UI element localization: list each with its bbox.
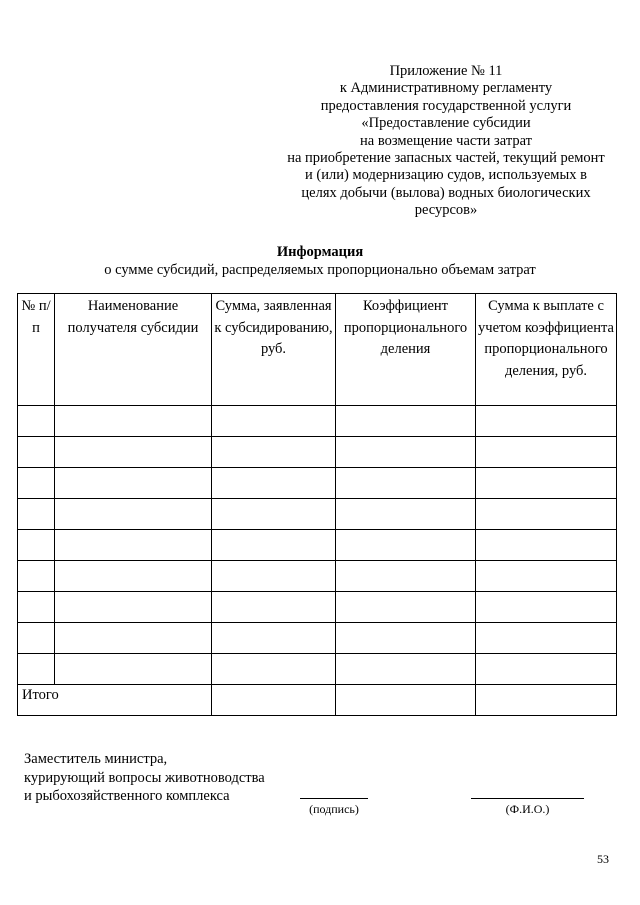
table-cell [18, 561, 55, 592]
document-title: Информация [276, 244, 364, 260]
column-header-claimed-amount: Сумма, заявленная к субсидированию, руб. [212, 294, 336, 406]
appendix-line: Приложение № 11 [389, 63, 503, 79]
table-cell [55, 623, 212, 654]
table-row [18, 654, 617, 685]
table-row [18, 499, 617, 530]
signer-line: и рыбохозяйственного комплекса [24, 788, 230, 804]
signature-line [300, 798, 368, 799]
table-cell [336, 468, 476, 499]
table-cell [55, 654, 212, 685]
table-header-row [18, 294, 617, 406]
table-cell [476, 437, 617, 468]
table-cell [476, 623, 617, 654]
table-cell [18, 592, 55, 623]
table-cell [476, 654, 617, 685]
table-cell [18, 406, 55, 437]
column-header-coefficient: Коэффициент пропорционального деления [336, 294, 476, 406]
table-cell [55, 561, 212, 592]
table-cell [55, 437, 212, 468]
table-cell [55, 468, 212, 499]
page-number: 53 [597, 852, 609, 866]
table-cell [336, 561, 476, 592]
name-caption: (Ф.И.О.) [505, 802, 550, 816]
name-line [471, 798, 584, 799]
table-cell [18, 654, 55, 685]
table-cell [476, 530, 617, 561]
column-header-number: № п/п [18, 294, 55, 406]
table-cell [212, 437, 336, 468]
table-cell [336, 654, 476, 685]
table-cell [55, 530, 212, 561]
table-cell [336, 530, 476, 561]
table-cell [18, 468, 55, 499]
table-cell [476, 468, 617, 499]
table-row [18, 592, 617, 623]
table-cell [476, 685, 617, 716]
table-cell [336, 406, 476, 437]
appendix-line: на возмещение части затрат [360, 132, 532, 149]
table-total-row [18, 685, 617, 716]
table-row [18, 561, 617, 592]
table-cell [18, 437, 55, 468]
total-label: Итого [18, 685, 212, 716]
table-cell [336, 499, 476, 530]
table-cell [212, 468, 336, 499]
column-header-recipient: Наименование получателя субсидии [55, 294, 212, 406]
table-cell [212, 592, 336, 623]
table-row [18, 623, 617, 654]
document-subtitle: о сумме субсидий, распределяемых пропорционально объемам затрат [104, 262, 536, 278]
table-row [18, 406, 617, 437]
table-cell [18, 499, 55, 530]
table-cell [212, 530, 336, 561]
appendix-line: на приобретение запасных частей, текущий ремонт [287, 150, 605, 167]
table-cell [336, 623, 476, 654]
appendix-heading [274, 63, 618, 220]
table-row [18, 530, 617, 561]
table-cell [212, 685, 336, 716]
appendix-line: к Административному регламенту [339, 80, 553, 97]
table-cell [212, 623, 336, 654]
appendix-line: ресурсов» [414, 202, 478, 219]
table-cell [55, 592, 212, 623]
table-cell [18, 623, 55, 654]
table-row [18, 468, 617, 499]
table-cell [18, 530, 55, 561]
signer-block [24, 750, 265, 806]
table-cell [336, 685, 476, 716]
signer-line: курирующий вопросы животноводства [24, 769, 265, 786]
table-cell [336, 592, 476, 623]
table-cell [212, 406, 336, 437]
appendix-line: и (или) модернизацию судов, используемых в [305, 167, 587, 184]
table-cell [476, 406, 617, 437]
table-cell [55, 499, 212, 530]
table-cell [476, 561, 617, 592]
signer-line: Заместитель министра, [24, 751, 168, 767]
appendix-line: «Предоставление субсидии [361, 115, 531, 132]
table-cell [336, 437, 476, 468]
table-cell [212, 654, 336, 685]
signature-caption: (подпись) [309, 802, 359, 816]
appendix-line: предоставления государственной услуги [320, 97, 572, 114]
table-cell [55, 406, 212, 437]
table-cell [212, 499, 336, 530]
table-row [18, 437, 617, 468]
table-cell [476, 592, 617, 623]
subsidy-table [17, 293, 617, 716]
appendix-line: целях добычи (вылова) водных биологических [301, 184, 591, 201]
table-cell [476, 499, 617, 530]
table-cell [212, 561, 336, 592]
column-header-payout-amount: Сумма к выплате с учетом коэффициента пропорционального деления, руб. [476, 294, 617, 406]
